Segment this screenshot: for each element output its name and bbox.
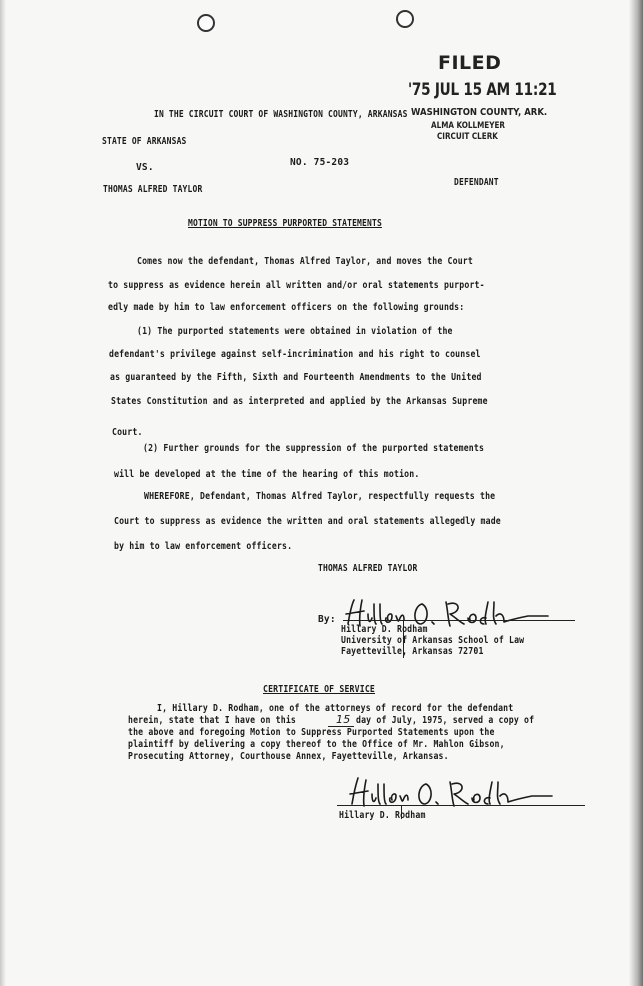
attorney-name: Hillary D. Rodham — [341, 624, 428, 635]
certificate-line-2a: herein, state that I have on this — [128, 715, 296, 726]
attorney-address: Fayetteville, Arkansas 72701 — [341, 646, 484, 657]
wherefore-line-3: by him to law enforcement officers. — [114, 541, 293, 552]
punch-hole-right — [396, 10, 414, 28]
ground-1-line-2: defendant's privilege against self-incrimination and his right to counsel — [109, 349, 481, 360]
attorney-affiliation: University of Arkansas School of Law — [341, 635, 525, 646]
ground-2-line-1: (2) Further grounds for the suppression of the purported statements — [143, 443, 485, 454]
motion-intro-line-1: Comes now the defendant, Thomas Alfred Taylor, and moves the Court — [137, 256, 473, 267]
certificate-signer-name: Hillary D. Rodham — [339, 810, 426, 821]
by-label: By: — [318, 614, 336, 625]
certificate-line-4: plaintiff by delivering a copy thereof to the Office of Mr. Mahlon Gibson, — [128, 739, 505, 750]
case-number: NO. 75-203 — [290, 157, 350, 168]
defendant-label: DEFENDANT — [454, 177, 499, 188]
ground-1-line-1: (1) The purported statements were obtained in violation of the — [137, 326, 453, 337]
ground-2-line-2: will be developed at the time of the hearing of this motion. — [114, 469, 420, 480]
scan-left-edge — [0, 0, 6, 986]
filed-stamp-datetime: '75 JUL 15 AM 11:21 — [408, 80, 557, 100]
certificate-line-2b: day of July, 1975, served a copy of — [356, 715, 535, 726]
ground-1-line-4: States Constitution and as interpreted and applied by the Arkansas Supreme — [111, 396, 488, 407]
court-heading: IN THE CIRCUIT COURT OF WASHINGTON COUNTY, ARKANSAS — [154, 109, 408, 120]
certificate-signature — [342, 774, 562, 814]
certificate-day-filled: 15 — [336, 713, 351, 726]
party-signature-name: THOMAS ALFRED TAYLOR — [318, 563, 418, 574]
filed-stamp-clerk-title: CIRCUIT CLERK — [437, 132, 498, 142]
plaintiff-name: STATE OF ARKANSAS — [102, 136, 187, 147]
punch-hole-left — [197, 14, 215, 32]
certificate-title: CERTIFICATE OF SERVICE — [263, 684, 376, 695]
signature-line-2 — [337, 805, 585, 806]
scan-right-edge — [629, 0, 643, 986]
certificate-line-1: I, Hillary D. Rodham, one of the attorneys of record for the defendant — [157, 703, 514, 714]
certificate-line-3: the above and foregoing Motion to Suppress Purported Statements upon the — [128, 727, 495, 738]
filed-stamp-clerk-name: ALMA KOLLMEYER — [431, 121, 505, 131]
signature-line-1 — [343, 620, 575, 621]
motion-intro-line-2: to suppress as evidence herein all written and/or oral statements purport- — [108, 280, 485, 291]
wherefore-line-2: Court to suppress as evidence the written and oral statements allegedly made — [114, 516, 501, 527]
ground-1-line-5: Court. — [112, 427, 143, 438]
wherefore-line-1: WHEREFORE, Defendant, Thomas Alfred Taylor, respectfully requests the — [144, 491, 496, 502]
filed-stamp-label: FILED — [438, 52, 502, 74]
versus-label: VS. — [136, 162, 154, 173]
motion-intro-line-3: edly made by him to law enforcement officers on the following grounds: — [108, 302, 465, 313]
filed-stamp-county: WASHINGTON COUNTY, ARK. — [411, 107, 548, 118]
defendant-name: THOMAS ALFRED TAYLOR — [103, 184, 203, 195]
certificate-line-5: Prosecuting Attorney, Courthouse Annex, Fayetteville, Arkansas. — [128, 751, 449, 762]
ground-1-line-3: as guaranteed by the Fifth, Sixth and Fourteenth Amendments to the United — [110, 372, 482, 383]
motion-title: MOTION TO SUPPRESS PURPORTED STATEMENTS — [188, 218, 382, 229]
